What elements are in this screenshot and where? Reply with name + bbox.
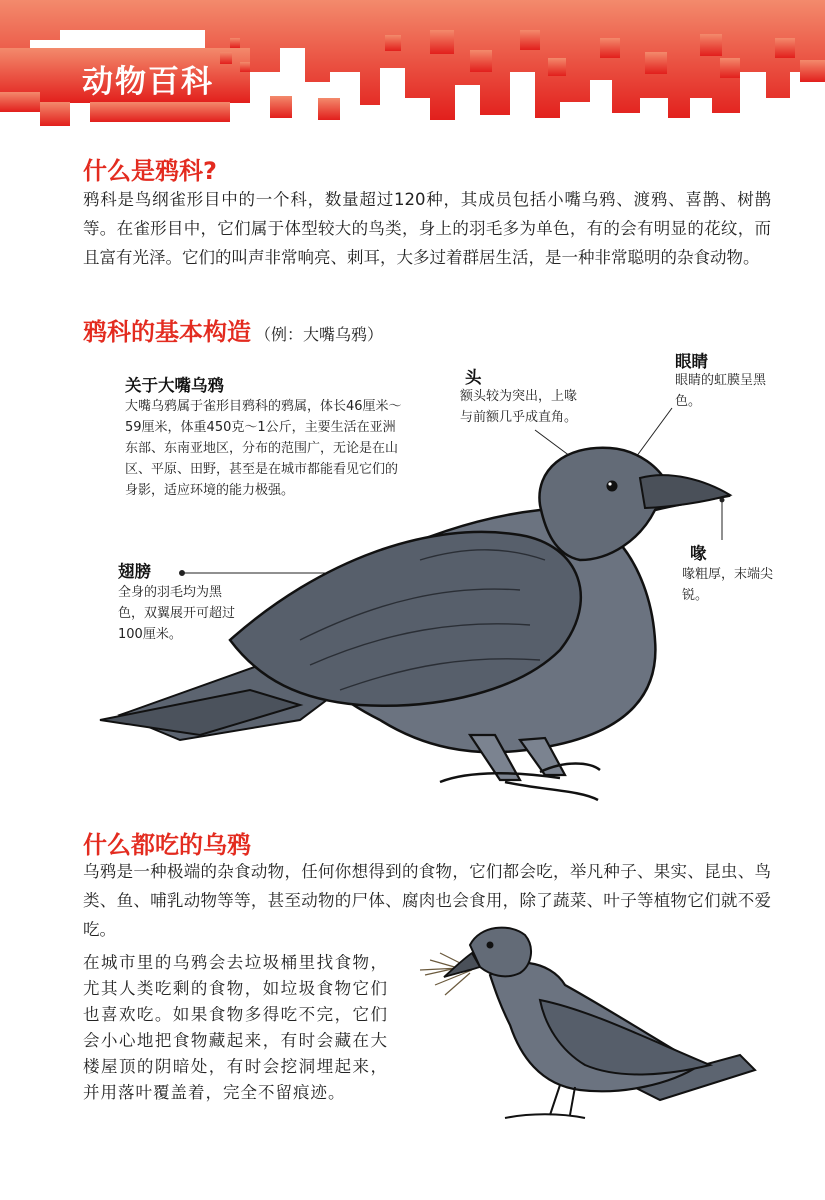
section3-paragraph: 乌鸦是一种极端的杂食动物，任何你想得到的食物，它们都会吃，举凡种子、果实、昆虫、鸟类、鱼、哺乳动物等等，甚至动物的尸体、腐肉也会食用，除了蔬菜、叶子等植物它们就不爱吃。 <box>83 862 771 939</box>
head-label-title: 头 <box>465 368 482 387</box>
beak-label-title: 喙 <box>690 544 707 563</box>
about-crow-title: 关于大嘴乌鸦 <box>125 376 224 395</box>
beak-label-text: 喙粗厚，末端尖锐。 <box>682 567 774 603</box>
header-title: 动物百科 <box>82 64 214 100</box>
wing-label-title: 翅膀 <box>118 562 151 581</box>
section1-paragraph: 鸦科是鸟纲雀形目中的一个科，数量超过120种，其成员包括小嘴乌鸦、渡鸦、喜鹊、树鹊等。在雀形目中，它们属于体型较大的鸟类，身上的羽毛多为单色，有的会有明显的花纹，而且富有光泽。它们的叫声非常响亮、刺耳，大多过着群居生活，是一种非常聪明的杂食动物。 <box>83 190 771 267</box>
about-crow-text: 大嘴乌鸦属于雀形目鸦科的鸦属，体长46厘米～59厘米，体重450克～1公斤，主要生活在亚洲东部、东南亚地区，分布的范围广，无论是在山区、平原、田野，甚至是在城市都能看见它们的身影，适应环境的能力极强。 <box>125 399 402 498</box>
eye-label-title: 眼睛 <box>675 352 708 371</box>
section2-heading-note: （例：大嘴乌鸦） <box>255 325 384 344</box>
crow-with-twigs-illustration <box>410 915 770 1130</box>
section1-heading: 什么是鸦科? <box>83 157 217 185</box>
wing-label-text: 全身的羽毛均为黑色，双翼展开可超过100厘米。 <box>118 585 236 642</box>
head-label-text: 额头较为突出，上喙与前额几乎成直角。 <box>460 389 578 425</box>
section3-heading: 什么都吃的乌鸦 <box>83 831 251 859</box>
eye-label-text: 眼睛的虹膜呈黑色。 <box>675 373 767 409</box>
section3-paragraph-2: 在城市里的乌鸦会去垃圾桶里找食物，尤其人类吃剩的食物，如垃圾食物它们也喜欢吃。如果食物多得吃不完，它们会小心地把食物藏起来，有时会藏在大楼屋顶的阴暗处，有时会挖洞埋起来，并用落叶覆盖着，完全不留痕迹。 <box>83 953 388 1102</box>
section2-heading-title: 鸦科的基本构造 <box>83 318 251 346</box>
